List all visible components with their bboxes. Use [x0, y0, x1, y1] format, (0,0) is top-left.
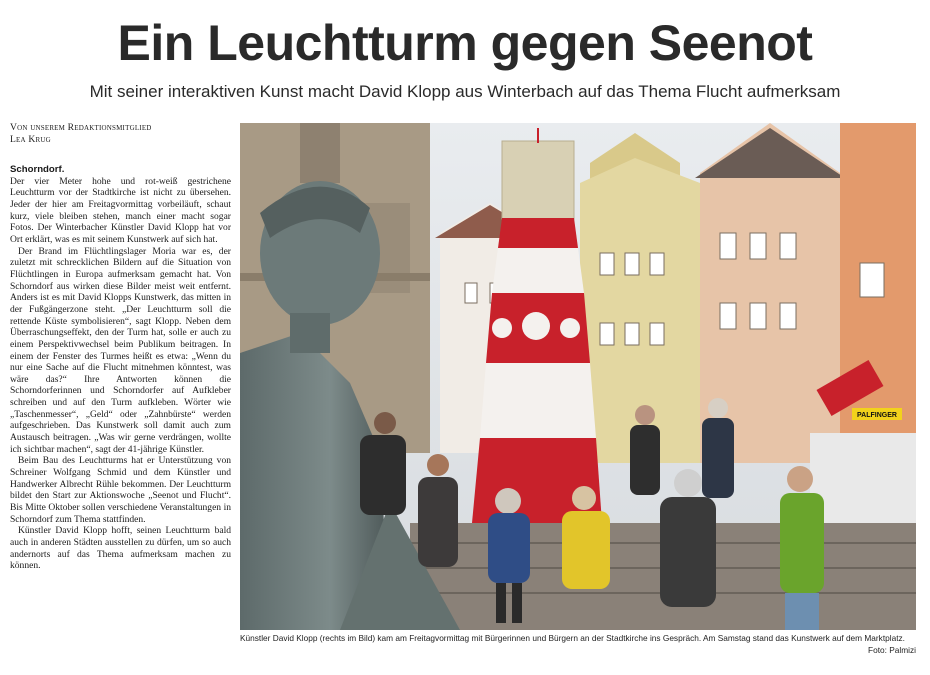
subheadline: Mit seiner interaktiven Kunst macht David Klopp aus Winterbach auf das Thema Flucht aufmerksam [89, 82, 841, 101]
byline-author: Lea Krug [10, 134, 51, 145]
paragraph: Der vier Meter hohe und rot-weiß gestrichene Leuchtturm vor der Stadtkirche ist nicht zu übersehen. Jeder der hier am Freitagvormittag vorbeiläuft, schaut kurz, viele bleiben stehen, manch einer macht sogar Fotos. Der Winterbacher Künstler David Klopp hat vor Ort erklärt, was es mit seinem Kunstwerk auf sich hat. [10, 175, 231, 245]
byline-role: Von unserem Redaktionsmitglied [10, 122, 152, 133]
byline [10, 122, 236, 146]
paragraph: Der Brand im Flüchtlingslager Moria war es, der zuletzt mit schrecklichen Bildern auf die Situation von Flüchtlingen in Europa aufmerksam gemacht hat. Von Schorndorf aus wirken diese Bilder meist weit entfernt. Anders ist es mit David Klopps Kunstwerk, das mitten in der Fußgängerzone steht. „Der Leuchtturm soll die rettende Küste symbolisieren“, sagt Klopp. Neben dem Überraschungseffekt, den der Turm hat, solle er auch zu einem Perspektivwechsel beim Publikum beitragen. In einem der Fenster des Turmes heißt es etwa: „Wenn du nur eine Sache auf die Flucht mitnehmen könntest, was wäre das?“ Ihre Antworten können die Schorndorferinnen und Schorndorfer auf Aufkleber schreiben und auf den Turm aufkleben. Wörter wie „Taschenmesser“, „Geld“ oder „Zahnbürste“ werden aufgeschrieben. Das Kunstwerk soll damit auch zum Austausch beitragen. „Was wir gerne verdrängen, wollte ich sichtbar machen“, sagt der 41-jährige Künstler. [10, 245, 231, 455]
paragraph: Beim Bau des Leuchtturms hat er Unterstützung von Schreiner Wolfgang Schmid und dem Künstler und Handwerker Albrecht Rühle bekommen. Der Leuchtturm bildet den Start zur Aktionswoche „Seenot und Flucht“. Bis Mitte Oktober sollen verschiedene Veranstaltungen in Schorndorf zum Thema stattfinden. [10, 455, 231, 525]
photo-illustration [240, 123, 916, 630]
photo-credit: Foto: Palmizi [868, 645, 916, 655]
photo-caption: Künstler David Klopp (rechts im Bild) kam am Freitagvormittag mit Bürgerinnen und Bürgern an der Stadtkirche ins Gespräch. Am Samstag stand das Kunstwerk auf dem Marktplatz. [240, 633, 905, 643]
article-body [10, 164, 231, 572]
headline: Ein Leuchtturm gegen Seenot [117, 15, 813, 71]
article-photo [240, 123, 916, 630]
dateline: Schorndorf. [10, 164, 65, 175]
paragraph: Künstler David Klopp hofft, seinen Leuchtturm bald auch in anderen Städten ausstellen zu dürfen, um so auch andernorts auf das Thema aufmerksam machen zu können. [10, 525, 231, 572]
lighthouse-lantern [502, 141, 574, 219]
crane-sign-text: PALFINGER [857, 412, 897, 419]
